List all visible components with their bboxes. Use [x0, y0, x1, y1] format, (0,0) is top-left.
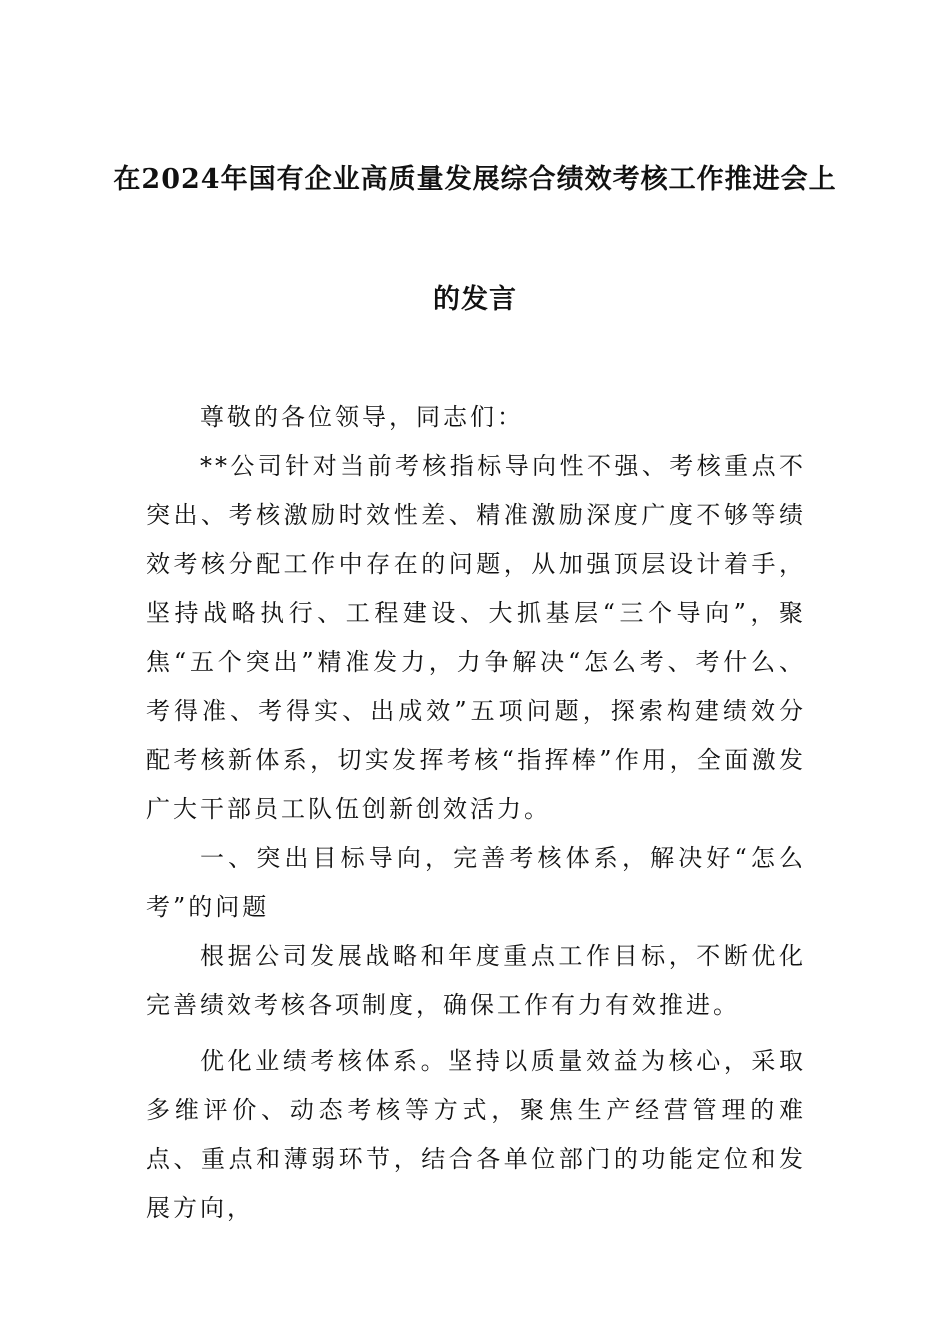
section-heading-1: 一、突出目标导向，完善考核体系，解决好“怎么考”的问题 [146, 844, 806, 921]
paragraph-section-1: 根据公司发展战略和年度重点工作目标，不断优化完善绩效考核各项制度，确保工作有力有效推进。 [146, 942, 806, 1019]
salutation: 尊敬的各位领导，同志们： [200, 403, 524, 431]
document-title-line-1: 在2024年国有企业高质量发展综合绩效考核工作推进会上 [113, 164, 837, 195]
paragraph-intro: **公司针对当前考核指标导向性不强、考核重点不突出、考核激励时效性差、精准激励深度广度不够等绩效考核分配工作中存在的问题，从加强顶层设计着手，坚持战略执行、工程建设、大抓基层“三个导向”，聚焦“五个突出”精准发力，力争解决“怎么考、考什么、考得准、考得实、出成效”五项问题，探索构建绩效分配考核新体系，切实发挥考核“指挥棒”作用，全面激发广大干部员工队伍创新创效活力。 [146, 452, 806, 823]
document-body [146, 393, 806, 1233]
document-title-line-2: 的发言 [433, 284, 517, 315]
paragraph-performance-system: 优化业绩考核体系。坚持以质量效益为核心，采取多维评价、动态考核等方式，聚焦生产经营管理的难点、重点和薄弱环节，结合各单位部门的功能定位和发展方向， [146, 1047, 806, 1222]
